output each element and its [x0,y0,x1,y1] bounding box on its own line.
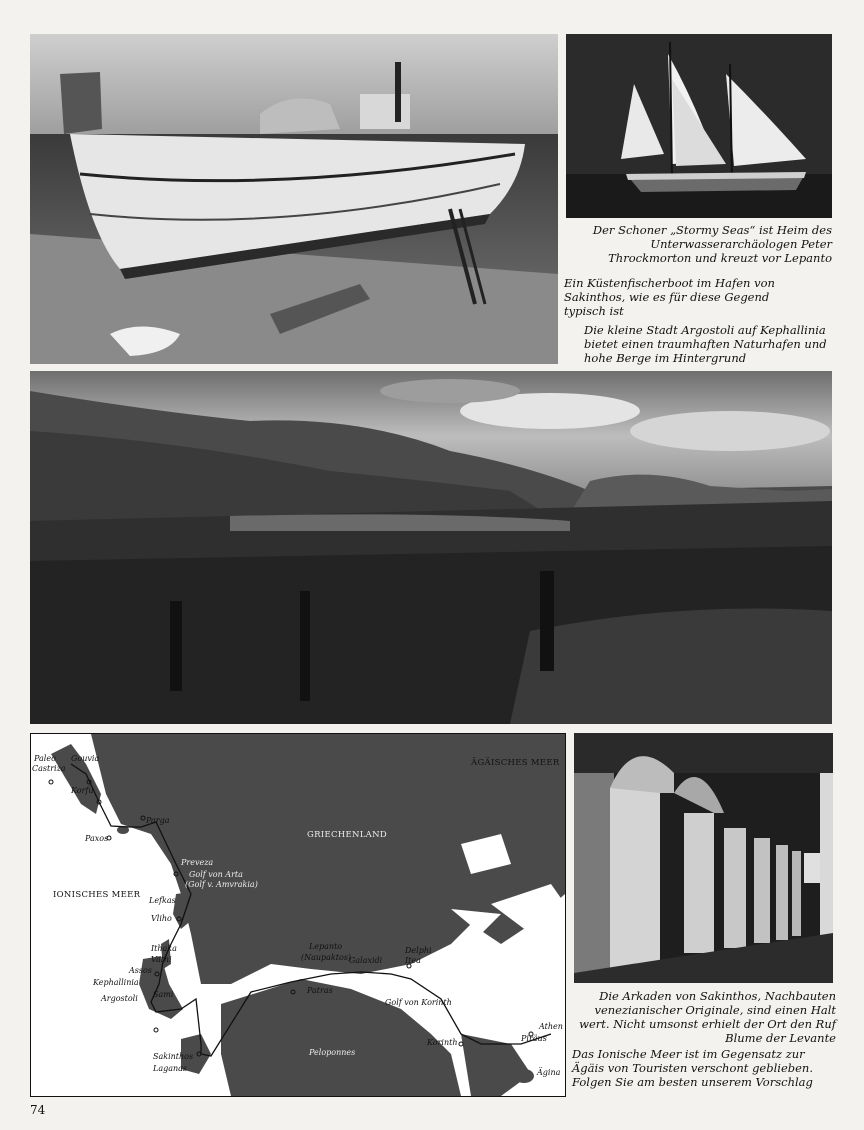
map-label-athen: Athen [539,1022,563,1031]
map-label-ithaka: Ithaka [151,944,177,953]
map-label-gulf-korinth: Golf von Korinth [385,998,452,1007]
map-label-laganas: Laganas [153,1064,187,1073]
map-label-peloponnes: Peloponnes [309,1048,356,1057]
map-label-assos: Assos [129,966,152,975]
map-label-kephallinia: Kephallinia [93,978,139,987]
route-map [30,733,566,1097]
map-label-parga: Parga [146,816,170,825]
map-label-delphi: Delphi [405,946,432,955]
map-label-patras: Patras [307,986,333,995]
map-label-gulf-arta-1: Golf von Arta [189,870,243,879]
map-label-piraeus: Piräus [521,1034,547,1043]
map-label-lefkas: Lefkas [149,896,176,905]
map-label-galaxidi: Galaxidi [349,956,383,965]
map-label-gouvia: Gouvia [71,754,100,763]
map-label-sakinthos: Sakinthos [153,1052,194,1061]
caption-argostoli: Die kleine Stadt Argostoli auf Kephallinia bietet einen traumhaften Naturhafen und hohe Berge im Hintergrund [584,323,827,365]
map-label-korinth: Korinth [427,1038,458,1047]
caption-ionian-sea: Das Ionische Meer ist im Gegensatz zur Ägäis von Touristen verschont geblieben. Folgen Sie am besten unserem Vorschlag [572,1047,813,1089]
map-label-paleo: Paleo [34,754,56,763]
caption-fishing-boat: Ein Küstenfischerboot im Hafen von Sakinthos, wie es für diese Gegend typisch ist [564,276,775,318]
photo-fishing-boat [30,34,558,364]
page-number: 74 [30,1103,46,1117]
photo-arcades [574,733,833,983]
map-label-aegina: Ägina [537,1068,561,1077]
caption-schooner: Der Schoner „Stormy Seas“ ist Heim des Unterwasserarchäologen Peter Throckmorton und kreuzt vor Lepanto [592,223,832,265]
map-label-korfu: Korfu [71,786,94,795]
map-label-aegean-sea: ÄGÄISCHES MEER [471,758,560,768]
map-label-naupaktos: (Naupaktos) [301,953,352,962]
map-label-lepanto: Lepanto [309,942,343,951]
map-label-vliho: Vliho [151,914,172,923]
map-label-castriza: Castriza [32,764,66,773]
caption-arcades: Die Arkaden von Sakinthos, Nachbauten venezianischer Originale, sind einen Halt wert. Nicht umsonst erhielt der Ort den Ruf Blume der Levante [579,989,836,1045]
map-label-paxos: Paxos [85,834,109,843]
map-label-sami: Sami [153,990,174,999]
map-label-preveza: Preveza [181,858,214,867]
map-label-vathi: Vathi [151,955,172,964]
photo-schooner [566,34,832,218]
photo-argostoli-landscape [30,371,832,724]
map-label-gulf-arta-2: (Golf v. Amvrakia) [185,880,258,889]
map-label-itea: Itea [405,956,421,965]
map-label-ionian-sea: IONISCHES MEER [53,890,141,900]
map-label-argostoli: Argostoli [101,994,138,1003]
map-label-country: GRIECHENLAND [307,830,387,840]
